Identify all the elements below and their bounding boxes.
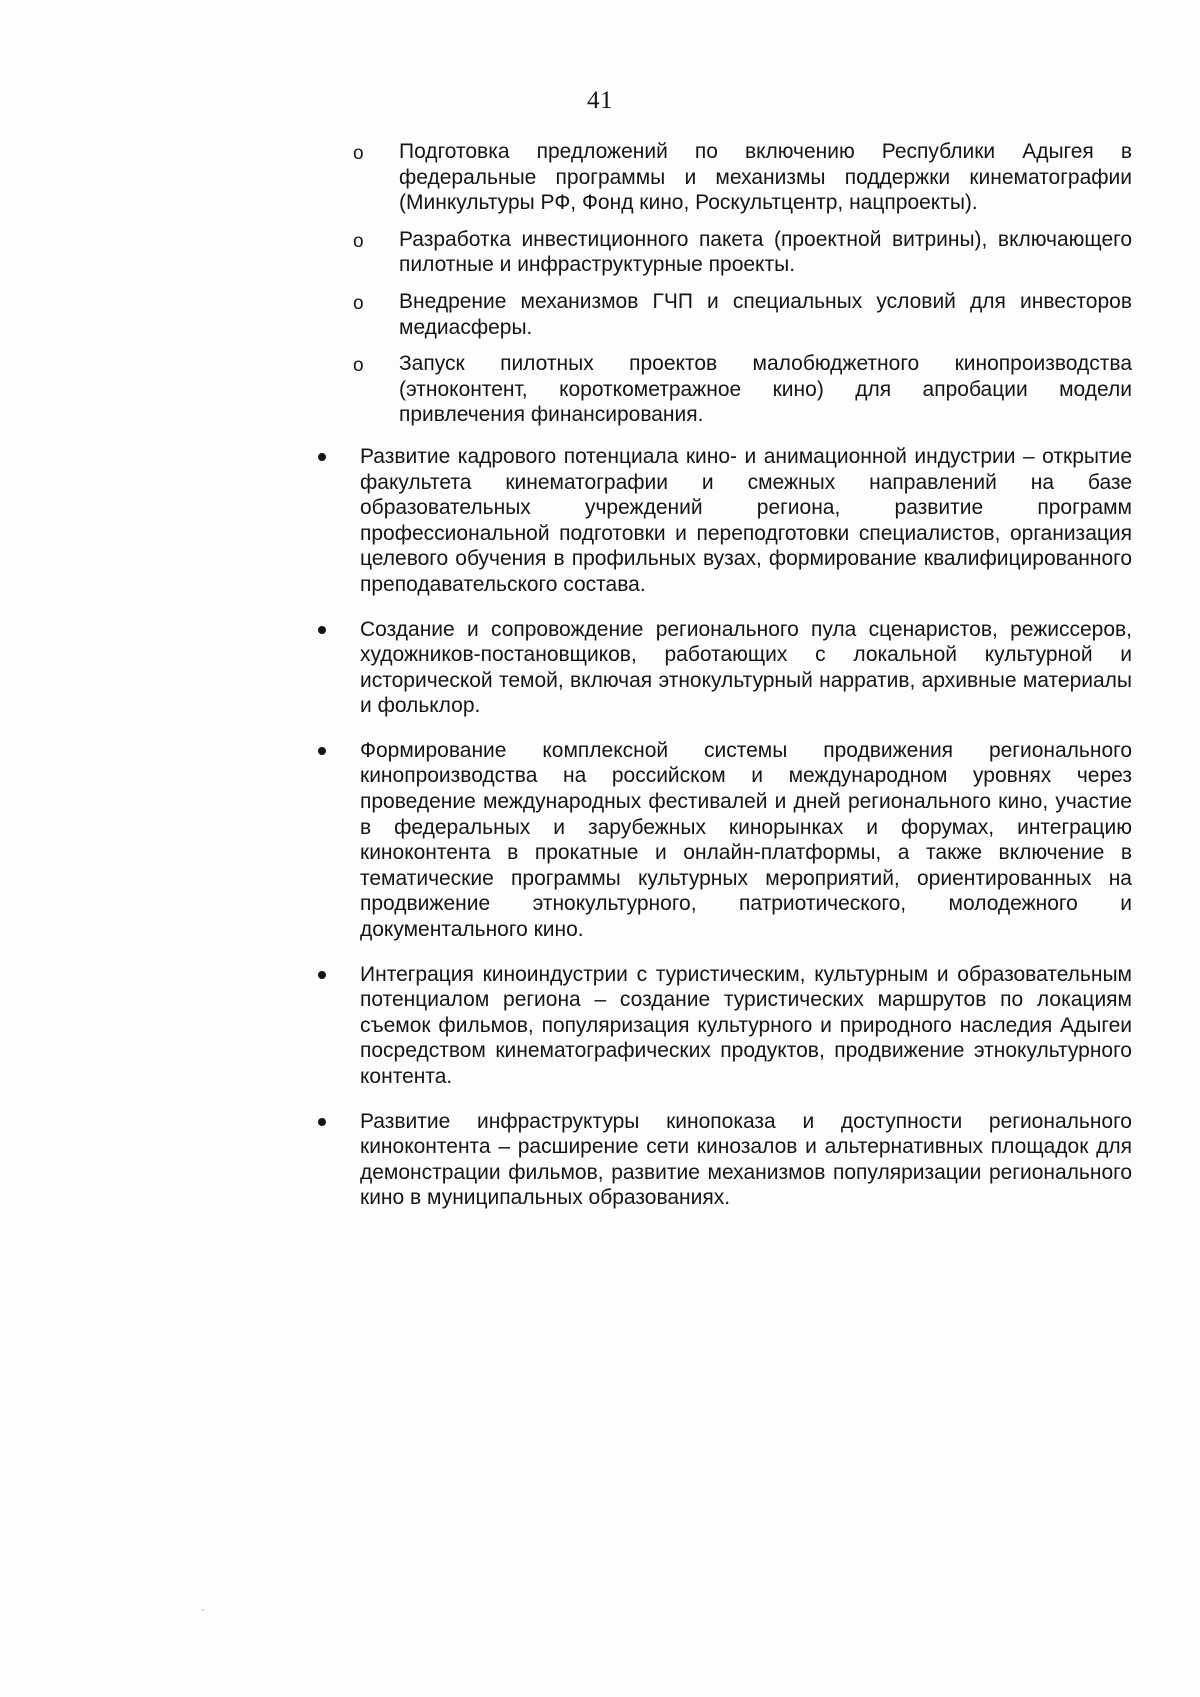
main-list-item: [312, 738, 1132, 943]
sub-bullet-list: [312, 139, 1132, 428]
page-number: 41: [587, 87, 613, 114]
sub-list-item-text: Запуск пилотных проектов малобюджетного кинопроизводства (этноконтент, короткометражное кино) для апробации модели привлечения финансирования.: [399, 352, 1132, 427]
filled-bullet-icon: [318, 1118, 326, 1126]
main-list-item-text: Развитие кадрового потенциала кино- и анимационной индустрии – открытие факультета кинематографии и смежных направлений на базе образовательных учреждений региона, развитие программ профессиональной подготовки и переподготовки специалистов, организация целевого обучения в профильных вузах, формирование квалифицированного преподавательского состава.: [360, 444, 1132, 596]
hollow-bullet-marker: o: [353, 355, 364, 377]
main-list-item: [312, 962, 1132, 1090]
filled-bullet-icon: [318, 747, 326, 755]
main-list-item-text: Развитие инфраструктуры кинопоказа и доступности регионального киноконтента – расширение сети кинозалов и альтернативных площадок для демонстрации фильмов, развитие механизмов популяризации регионального кино в муниципальных образованиях.: [360, 1109, 1132, 1210]
main-list-item: [312, 1109, 1132, 1211]
main-bullet-list: [312, 444, 1132, 1211]
hollow-bullet-marker: o: [353, 230, 364, 252]
sub-list-item: [312, 139, 1132, 216]
sub-list-item: [312, 227, 1132, 278]
sub-list-item: [312, 289, 1132, 340]
hollow-bullet-marker: o: [353, 292, 364, 314]
sub-list-item: [312, 351, 1132, 428]
main-list-item: [312, 617, 1132, 719]
filled-bullet-icon: [318, 626, 326, 634]
sub-list-item-text: Внедрение механизмов ГЧП и специальных условий для инвесторов медиасферы.: [399, 289, 1132, 339]
hollow-bullet-marker: o: [353, 143, 364, 164]
main-list-item: [312, 444, 1132, 598]
main-list-item-text: Интеграция киноиндустрии с туристическим, культурным и образовательным потенциалом региона – создание туристических маршрутов по локациям съемок фильмов, популяризация культурного и природного наследия Адыгеи посредством кинематографических продуктов, продвижение этнокультурного контента.: [360, 962, 1132, 1088]
filled-bullet-icon: [318, 453, 326, 461]
filled-bullet-icon: [318, 971, 326, 979]
scan-speck: [202, 1609, 204, 1611]
sub-list-item-text: Разработка инвестиционного пакета (проектной витрины), включающего пилотные и инфраструктурные проекты.: [399, 227, 1132, 277]
main-list-item-text: Формирование комплексной системы продвижения регионального кинопроизводства на российском и международном уровнях через проведение международных фестивалей и дней регионального кино, участие в федеральных и зарубежных кинорынках и форумах, интеграцию киноконтента в прокатные и онлайн-платформы, а также включение в тематические программы культурных мероприятий, ориентированных на продвижение этнокультурного, патриотического, молодежного и документального кино.: [360, 738, 1132, 942]
main-list-item-text: Создание и сопровождение регионального пула сценаристов, режиссеров, художников-постановщиков, работающих с локальной культурной и исторической темой, включая этнокультурный нарратив, архивные материалы и фольклор.: [360, 617, 1132, 718]
document-body: [312, 139, 1132, 1230]
sub-list-item-text: Подготовка предложений по включению Республики Адыгея в федеральные программы и механизмы поддержки кинематографии (Минкультуры РФ, Фонд кино, Роскультцентр, нацпроекты).: [399, 140, 1132, 215]
